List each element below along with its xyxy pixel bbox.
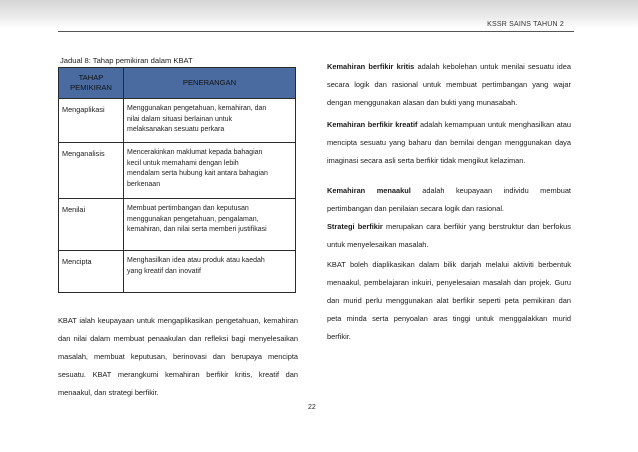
thinking-strategy-paragraph [327, 218, 571, 254]
row-description [124, 251, 296, 293]
text-strategy: merupakan cara berfikir yang berstruktur dan berfokus untuk menyelesaikan masalah. [327, 222, 571, 249]
header-tahap-line2: PEMIKIRAN [70, 83, 112, 92]
header-tahap-line1: TAHAP [78, 73, 104, 82]
desc-line: yang kreatif dan inovatif [127, 267, 201, 275]
desc-line: Menggunakan pengetahuan, kemahiran, dan [127, 105, 267, 112]
term-creative: Kemahiran berfikir kreatif [327, 120, 418, 129]
desc-line: kemahiran, dan nilai serta memberi justifikasi [127, 226, 267, 233]
term-reasoning: Kemahiran menaakul [327, 186, 411, 195]
desc-line: nilai dalam situasi berlainan untuk [127, 115, 233, 123]
desc-line: melaksanakan sesuatu perkara [127, 126, 225, 133]
desc-line: berkenaan [127, 180, 161, 188]
kbat-table [58, 67, 296, 293]
row-term: Menganalisis [59, 143, 124, 199]
critical-thinking-paragraph [327, 58, 571, 112]
kbat-definition-paragraph: KBAT ialah keupayaan untuk mengaplikasikan pengetahuan, kemahiran dan nilai dalam membuat penaakulan dan refleksi bagi menyelesaikan masalah, membuat keputusan, berinovasi dan berupaya mencipta sesuatu. KBAT merangkumi kemahiran berfikir kritis, kreatif dan menaakul, dan strategi berfikir. [58, 316, 298, 397]
table-caption: Jadual 8: Tahap pemikiran dalam KBAT [60, 56, 193, 65]
header-rule [58, 31, 574, 32]
text-reasoning: adalah keupayaan individu membuat pertimbangan dan penilaian secara logik dan rasional. [327, 186, 571, 213]
text-creative: adalah kemampuan untuk menghasilkan atau mencipta sesuatu yang baharu dan bernilai dengan menggunakan daya imaginasi secara asli serta berfikir tidak mengikut kelaziman. [327, 120, 572, 165]
header-cell-tahap [59, 68, 124, 99]
table-row [59, 199, 296, 251]
row-term: Menilai [59, 199, 124, 251]
table-row [59, 99, 296, 143]
row-term: Mencipta [59, 251, 124, 293]
kbat-application-paragraph: KBAT boleh diaplikasikan dalam bilik darjah melalui aktiviti berbentuk menaakul, pembelajaran inkuiri, penyelesaian masalah dan projek. Guru dan murid perlu menggunakan alat berfikir seperti peta pemikiran dan peta minda serta penyoalan aras tinggi untuk menggalakkan murid berfikir. [327, 260, 571, 341]
desc-line: mendalam serta hubung kait antara bahagian [127, 170, 268, 177]
desc-line: menggunakan pengetahuan, pengalaman, [127, 215, 259, 223]
header-cell-penerangan: PENERANGAN [124, 68, 296, 99]
text-critical: adalah kebolehan untuk menilai sesuatu idea secara logik dan rasional untuk membuat pertimbangan yang wajar dengan menggunakan alasan dan bukti yang munasabah. [327, 62, 571, 107]
row-description [124, 143, 296, 199]
term-critical: Kemahiran berfikir kritis [327, 62, 415, 71]
creative-thinking-paragraph [327, 116, 571, 170]
reasoning-paragraph [327, 182, 571, 218]
table-row [59, 143, 296, 199]
table-header-row [59, 68, 296, 99]
row-description [124, 199, 296, 251]
row-term: Mengaplikasi [59, 99, 124, 143]
page-number: 22 [308, 404, 316, 411]
table-row [59, 251, 296, 293]
desc-line: Membuat pertimbangan dan keputusan [127, 205, 249, 212]
desc-line: Menghasilkan idea atau produk atau kaedah [127, 257, 265, 264]
term-strategy: Strategi berfikir [327, 222, 383, 231]
desc-line: kecil untuk memahami dengan lebih [127, 159, 239, 167]
desc-line: Mencerakinkan maklumat kepada bahagian [127, 149, 263, 156]
running-header: KSSR SAINS TAHUN 2 [487, 21, 564, 28]
row-description [124, 99, 296, 143]
